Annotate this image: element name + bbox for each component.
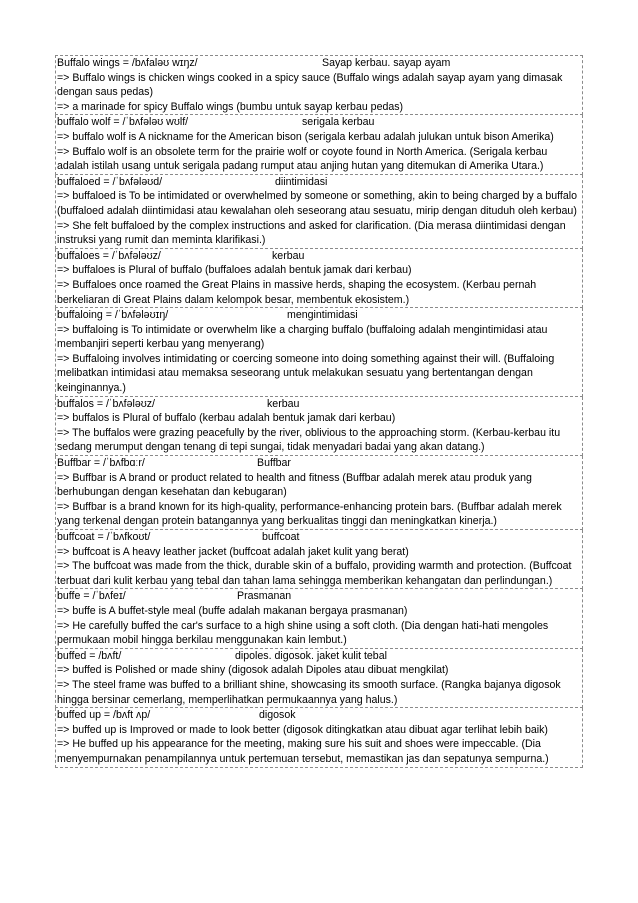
entry-headword-line [57,308,580,323]
dictionary-entry [55,530,583,589]
dictionary-entry [55,708,583,767]
dictionary-entry [55,175,583,249]
entry-definition-line: => buffaloed is To be intimidated or overwhelmed by someone or something, akin to being charged by a buffalo (buffaloed adalah diintimidasi atau kewalahan oleh seseorang atau sesuatu, mirip dengan dituduh oleh kerbau) [57,190,578,217]
entry-translation: digosok [259,709,296,722]
entry-headword-line [57,589,580,604]
dictionary-entry [55,249,583,308]
entry-definition-line: => buffaloing is To intimidate or overwhelm like a charging buffalo (buffaloing adalah mengintimidasi atau membanjiri seperti kerbau yang menyerang) [57,323,548,351]
document-page [55,55,583,768]
entry-definition-line: => Buffbar is A brand or product related to health and fitness (Buffbar adalah merek atau produk yang berhubungan dengan kesehatan dan kebugaran) [57,471,532,499]
entry-term: buffed up = /bʌft ʌp/ [57,709,151,722]
entry-headword-line [57,56,580,71]
entry-headword-line [57,249,580,264]
entry-definition-line: => buffed is Polished or made shiny (digosok adalah Dipoles atau dibuat mengkilat) [57,664,449,677]
entry-headword-line [57,397,580,412]
entry-term: buffalo wolf = /ˈbʌfələʊ wʊlf/ [57,116,189,129]
entry-definition-line: => He buffed up his appearance for the meeting, making sure his suit and shoes were impeccable. (Dia menyempurnakan penampilannya untuk pertemuan tersebut, memastikan jas dan sepatunya sempurna.) [57,738,549,765]
entry-term: Buffbar = /ˈbʌfbɑːr/ [57,457,145,470]
entry-term: buffe = /ˈbʌfeɪ/ [57,590,126,603]
entry-headword-line [57,530,580,545]
dictionary-entry [55,308,583,397]
entry-term: buffaloes = /ˈbʌfələʊz/ [57,249,161,262]
entry-definition-line: => Buffaloes once roamed the Great Plains in massive herds, shaping the ecosystem. (Kerbau pernah berkeliaran di Great Plains dalam kelompok besar, membentuk ekosistem.) [57,278,537,306]
entry-definition-line: => The buffcoat was made from the thick, durable skin of a buffalo, providing warmth and protection. (Buffcoat terbuat dari kulit kerbau yang tebal dan tahan lama sehingga memberikan kehangatan dan perlindungan.) [57,560,572,587]
dictionary-entry [55,649,583,708]
entry-headword-line [57,708,580,723]
entry-translation: diintimidasi [275,175,328,188]
entry-definition-line: => buffed up is Improved or made to look better (digosok ditingkatkan atau dibuat agar terlihat lebih baik) [57,723,548,736]
entry-definition-line: => Buffalo wolf is an obsolete term for the prairie wolf or coyote found in North America. (Serigala kerbau adalah istilah usang untuk serigala padang rumput atau anjing hutan yang ditemukan di Amerika Utara.) [57,145,548,173]
dictionary-entry [55,115,583,174]
entry-definition-line: => a marinade for spicy Buffalo wings (bumbu untuk sayap kerbau pedas) [57,100,404,113]
entry-translation: dipoles. digosok. jaket kulit tebal [235,649,387,662]
entry-definition-line: => He carefully buffed the car's surface to a high shine using a soft cloth. (Dia dengan hati-hati mengoles permukaan mobil hingga berkilau menggunakan kain lembut.) [57,619,549,647]
entry-headword-line [57,649,580,664]
dictionary-entry [55,397,583,456]
entry-headword-line [57,456,580,471]
entry-translation: buffcoat [262,531,300,543]
entry-translation: kerbau [272,249,305,262]
entry-definition-line: => Buffbar is a brand known for its high-quality, performance-enhancing protein bars. (Buffbar adalah merek yang terkenal dengan protein batangannya yang berkualitas tinggi dan meningkatkan kinerja.) [57,500,562,528]
entry-translation: Buffbar [257,457,291,470]
entry-translation: mengintimidasi [287,309,358,322]
entry-translation: kerbau [267,397,300,410]
entry-definition-line: => The steel frame was buffed to a brilliant shine, showcasing its smooth surface. (Rangka bajanya digosok hingga bersinar cemerlang, memperlihatkan permukaannya yang halus.) [57,678,561,706]
dictionary-entry [55,55,583,115]
entry-headword-line [57,115,580,130]
entry-definition-line: => The buffalos were grazing peacefully by the river, oblivious to the approaching storm. (Kerbau-kerbau itu sedang merumput dengan tenang di tepi sungai, tidak menyadari badai yang akan datang.) [57,426,561,454]
entry-term: buffalos = /ˈbʌfələʊz/ [57,397,155,410]
entry-definition-line: => She felt buffaloed by the complex instructions and asked for clarification. (Dia merasa diintimidasi dengan instruksi yang rumit dan meminta klarifikasi.) [57,219,566,247]
entry-definition-line: => buffe is A buffet-style meal (buffe adalah makanan bergaya prasmanan) [57,604,408,617]
entry-headword-line [57,175,580,190]
entry-definition-line: => buffalos is Plural of buffalo (kerbau adalah bentuk jamak dari kerbau) [57,412,396,425]
entry-definition-line: => buffalo wolf is A nickname for the American bison (serigala kerbau adalah julukan untuk bison Amerika) [57,130,554,143]
dictionary-entry [55,456,583,530]
entry-translation: Sayap kerbau. sayap ayam [322,57,451,69]
entry-term: buffaloed = /ˈbʌfələʊd/ [57,175,163,188]
entry-definition-line: => buffcoat is A heavy leather jacket (buffcoat adalah jaket kulit yang berat) [57,545,409,558]
entry-term: buffed = /bʌft/ [57,649,122,662]
entry-translation: Prasmanan [237,590,292,603]
entry-translation: serigala kerbau [302,116,375,129]
entry-definition-line: => Buffalo wings is chicken wings cooked in a spicy sauce (Buffalo wings adalah sayap ayam yang dimasak dengan saus pedas) [57,71,563,99]
dictionary-entry [55,589,583,648]
entry-definition-line: => Buffaloing involves intimidating or coercing someone into doing something against their will. (Buffaloing melibatkan intimidasi atau memaksa seseorang untuk melakukan sesuatu yang bertentangan dengan keinginannya.) [57,352,555,395]
entry-term: buffaloing = /ˈbʌfələʊɪŋ/ [57,309,169,322]
entry-term: Buffalo wings = /bʌfaləʊ wɪŋz/ [57,57,198,69]
entry-term: buffcoat = /ˈbʌfkoʊt/ [57,531,151,543]
entry-definition-line: => buffaloes is Plural of buffalo (buffaloes adalah bentuk jamak dari kerbau) [57,264,412,277]
